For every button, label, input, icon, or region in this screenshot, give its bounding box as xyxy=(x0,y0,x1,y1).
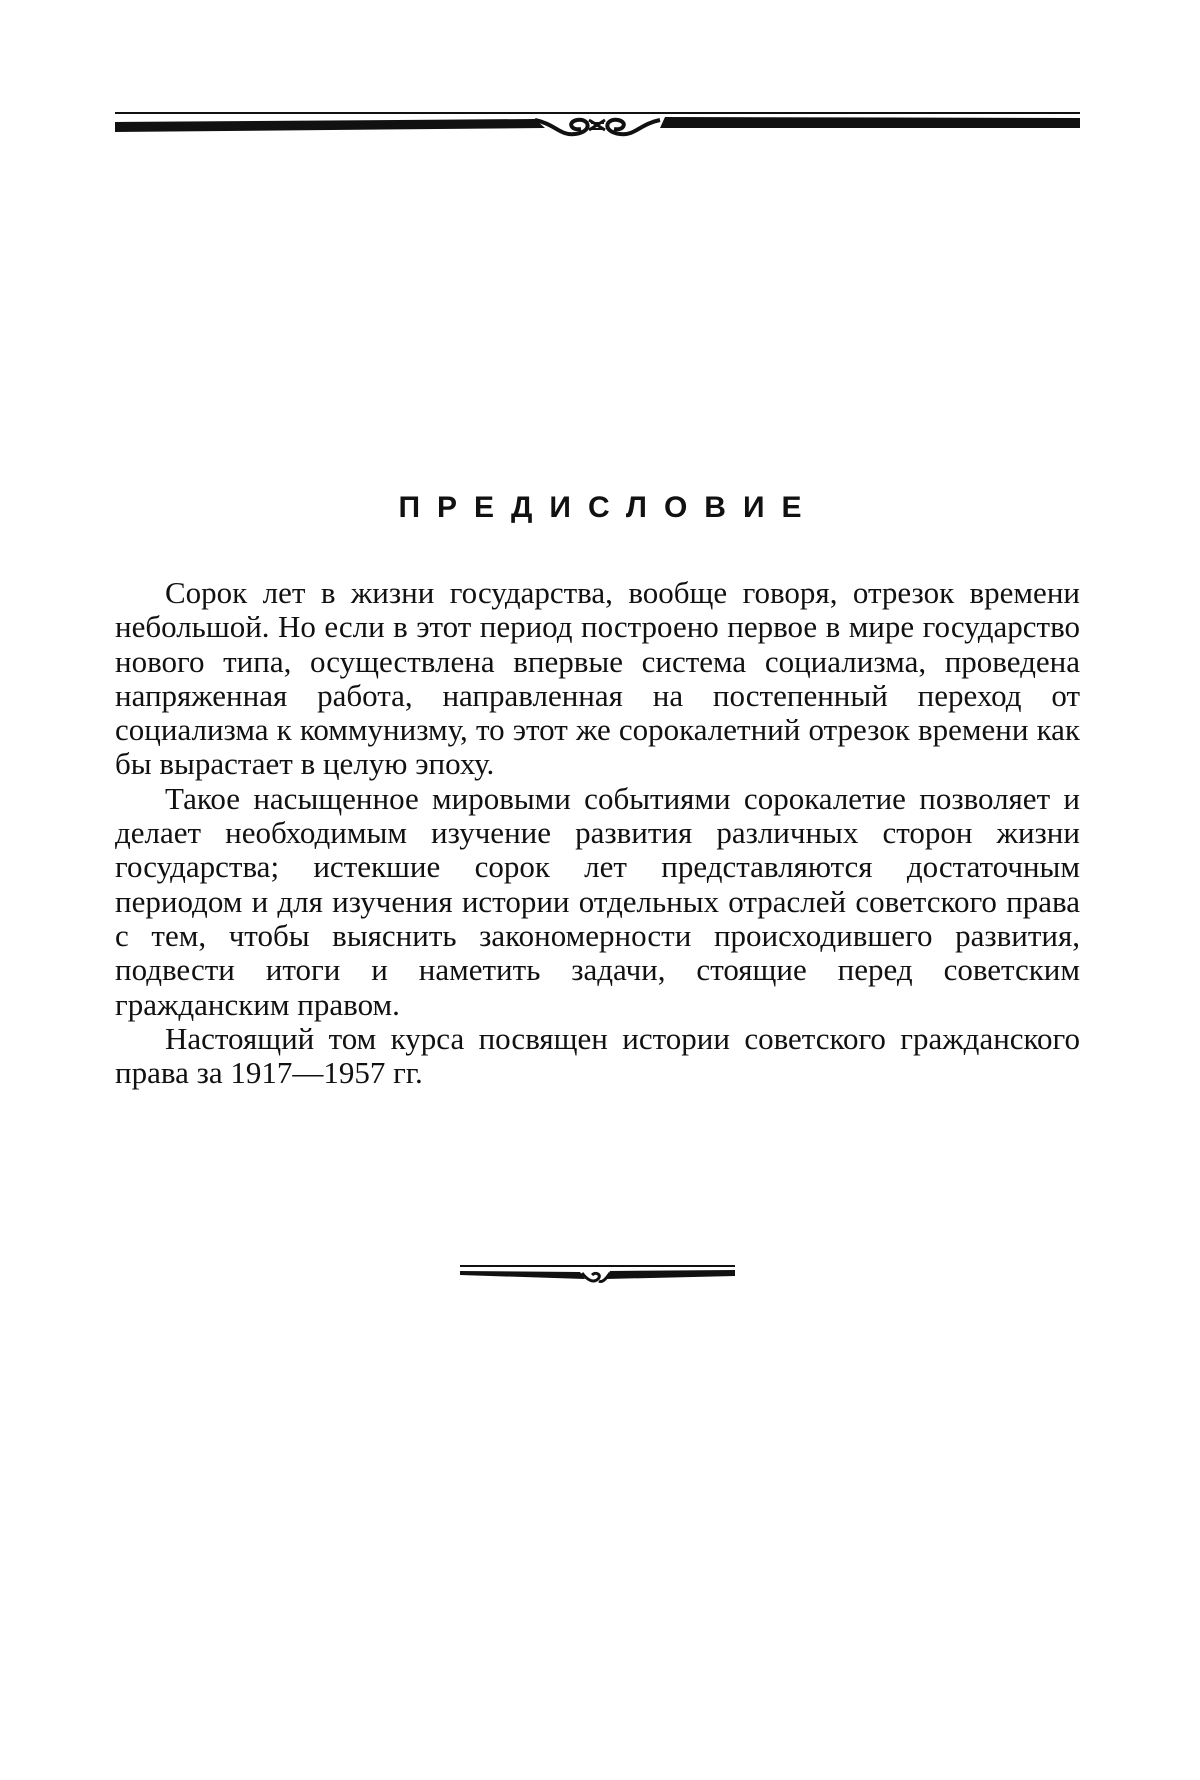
preface-text xyxy=(115,576,1080,1090)
page-title: ПРЕДИСЛОВИЕ xyxy=(398,491,819,524)
paragraph-1: Сорок лет в жизни государства, вообще говоря, отрезок времени небольшой. Но если в этот период построено первое в мире государство нового типа, осуществлена впервые система социализма, проведена напряженная работа, направленная на постепенный переход от социализма к коммунизму, то этот же сорокалетний отрезок времени как бы вырастает в целую эпоху. xyxy=(115,575,1080,782)
paragraph-2: Такое насыщенное мировыми событиями сорокалетие позволяет и делает необходимым изучение развития различных сторон жизни государства; истекшие сорок лет представляются достаточным периодом и для изучения истории отдельных отраслей советского права с тем, чтобы выяснить закономерности происходившего развития, подвести итоги и наметить задачи, стоящие перед советским гражданским правом. xyxy=(115,780,1080,1022)
scroll-rule-ornament-bottom xyxy=(460,1255,735,1295)
scroll-rule-ornament-top xyxy=(115,98,1080,158)
paragraph-3: Настоящий том курса посвящен истории советского гражданского права за 1917—1957 гг. xyxy=(115,1020,1080,1091)
